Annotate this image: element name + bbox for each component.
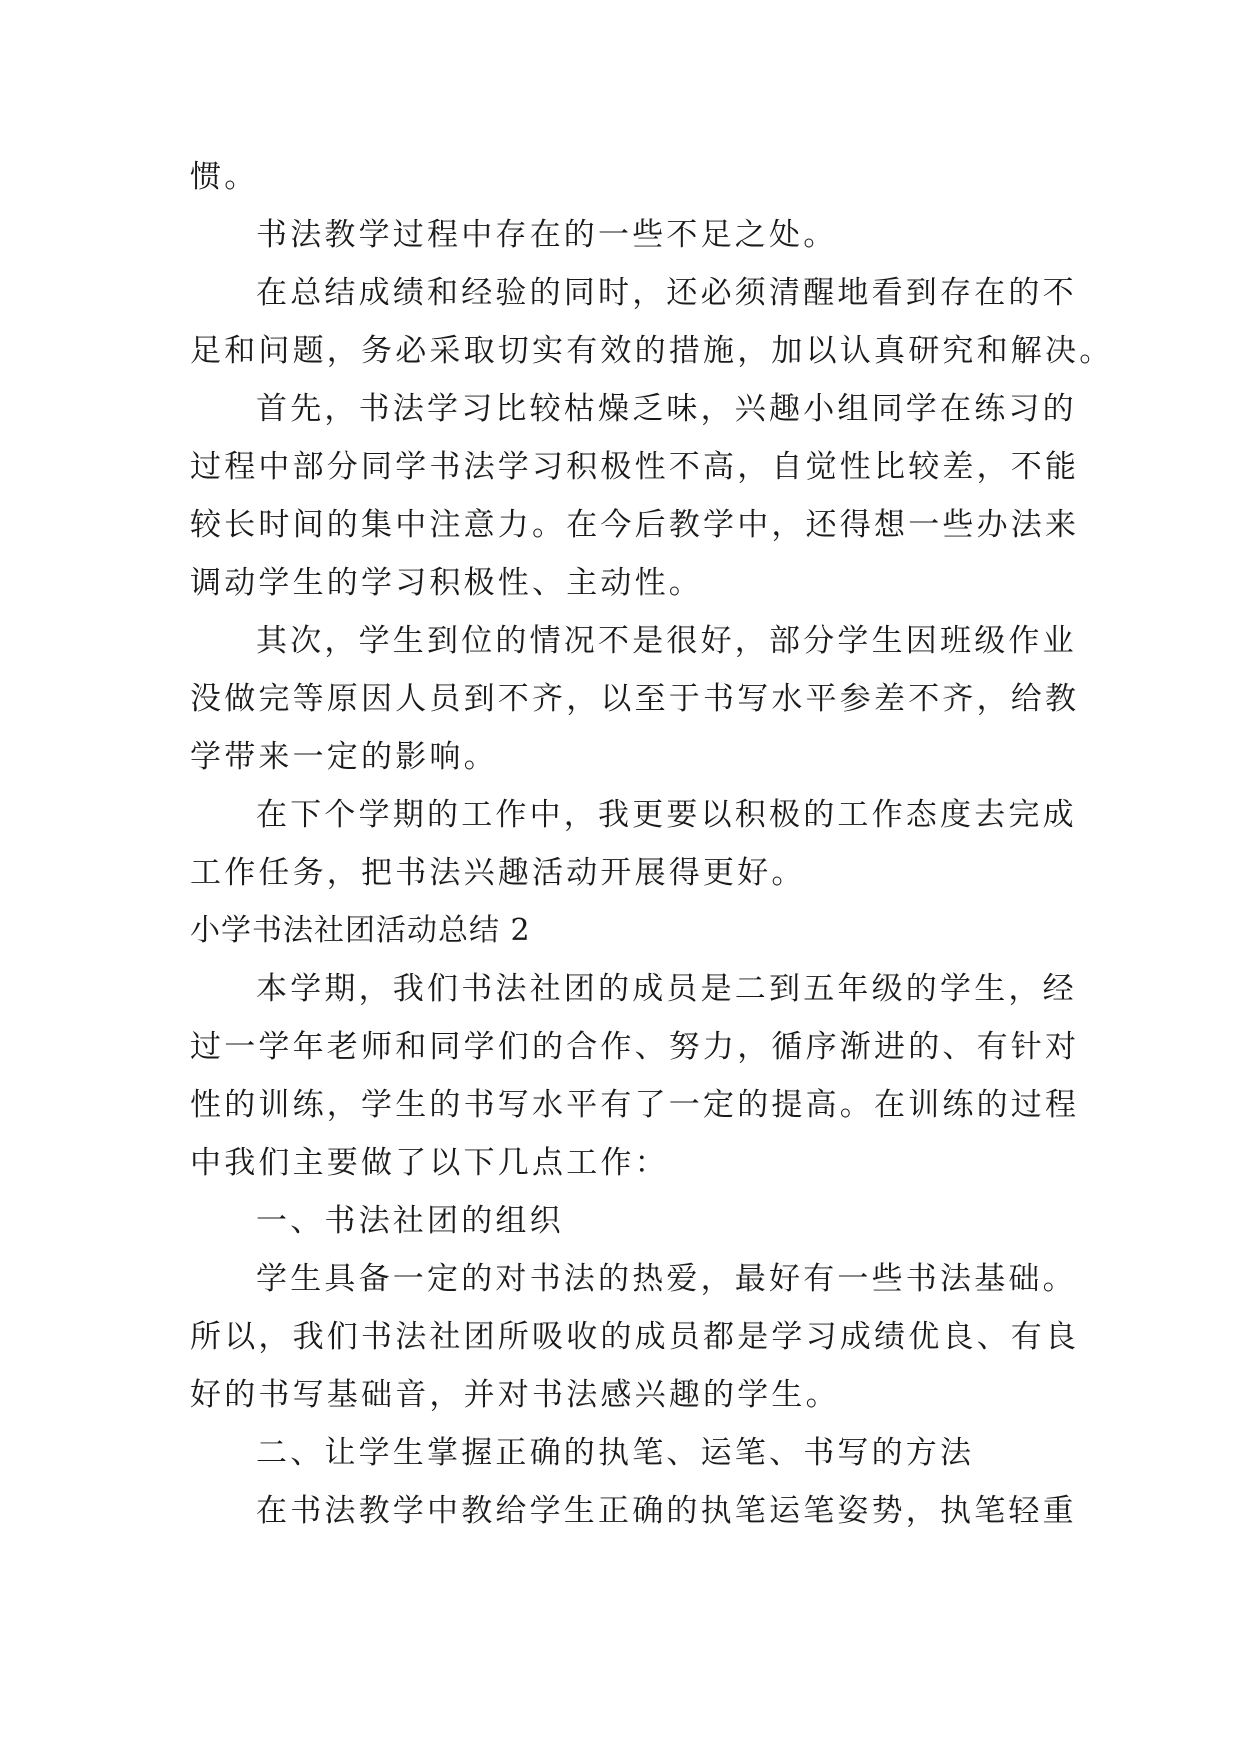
subheading-line: 一、书法社团的组织 (256, 1203, 564, 1239)
document-body (190, 148, 1114, 1540)
paragraph-line: 中我们主要做了以下几点工作： (190, 1145, 669, 1181)
paragraph-line: 性的训练，学生的书写水平有了一定的提高。在训练的过程 (190, 1087, 1080, 1123)
paragraph-line: 在下个学期的工作中，我更要以积极的工作态度去完成 (256, 797, 1077, 833)
paragraph-line: 学生具备一定的对书法的热爱，最好有一些书法基础。 (256, 1261, 1077, 1297)
paragraph-line: 工作任务，把书法兴趣活动开展得更好。 (190, 855, 806, 891)
paragraph-line: 书法教学过程中存在的一些不足之处。 (256, 217, 838, 253)
paragraph-line: 好的书写基础音，并对书法感兴趣的学生。 (190, 1377, 840, 1413)
section-heading: 小学书法社团活动总结 2 (190, 913, 531, 948)
paragraph-line: 调动学生的学习积极性、主动性。 (190, 565, 703, 601)
paragraph-line: 没做完等原因人员到不齐，以至于书写水平参差不齐，给教 (190, 681, 1080, 717)
paragraph-line: 惯。 (190, 159, 259, 195)
paragraph-line: 首先，书法学习比较枯燥乏味，兴趣小组同学在练习的 (256, 391, 1077, 427)
paragraph-line: 在总结成绩和经验的同时，还必须清醒地看到存在的不 (256, 275, 1077, 311)
paragraph-line: 过程中部分同学书法学习积极性不高，自觉性比较差，不能 (190, 449, 1080, 485)
paragraph-line: 学带来一定的影响。 (190, 739, 498, 775)
paragraph-line: 足和问题，务必采取切实有效的措施，加以认真研究和解决。 (190, 333, 1114, 369)
paragraph-line: 在书法教学中教给学生正确的执笔运笔姿势，执笔轻重 (256, 1493, 1077, 1529)
paragraph-line: 本学期，我们书法社团的成员是二到五年级的学生，经 (256, 971, 1077, 1007)
subheading-line: 二、让学生掌握正确的执笔、运笔、书写的方法 (256, 1435, 975, 1471)
paragraph-line: 较长时间的集中注意力。在今后教学中，还得想一些办法来 (190, 507, 1080, 543)
paragraph-line: 过一学年老师和同学们的合作、努力，循序渐进的、有针对 (190, 1029, 1080, 1065)
paragraph-line: 其次，学生到位的情况不是很好，部分学生因班级作业 (256, 623, 1077, 659)
paragraph-line: 所以，我们书法社团所吸收的成员都是学习成绩优良、有良 (190, 1319, 1080, 1355)
